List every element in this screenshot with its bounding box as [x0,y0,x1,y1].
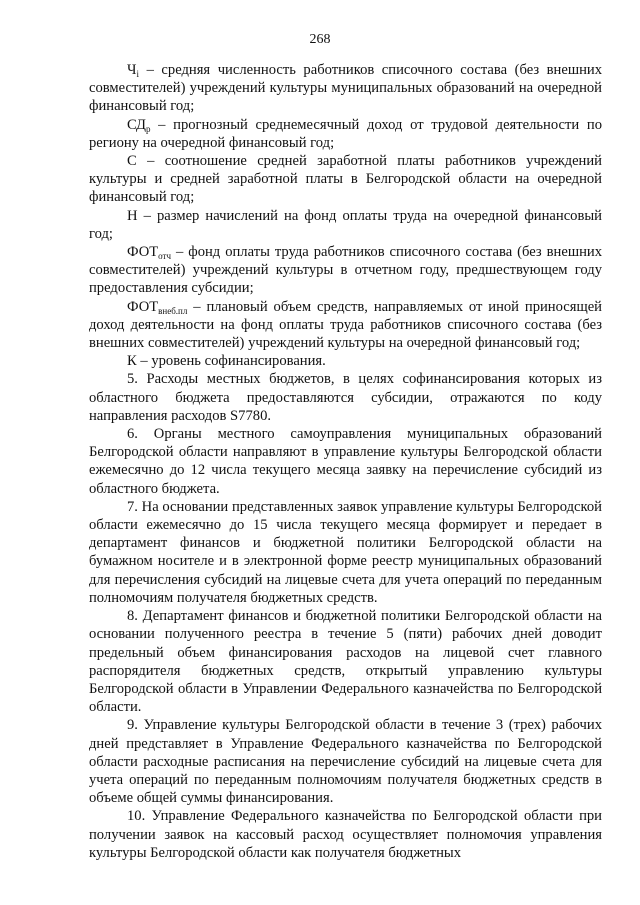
paragraph-c-definition: С – соотношение средней заработной платы работников учреждений культуры и средней заработной платы в Белгородской области на очередной финансовый год; [89,153,602,206]
paragraph-sd-definition: $СД_р$ – прогнозный среднемесячный доход от трудовой деятельности по региону на очередной финансовый год; [89,116,602,151]
paragraph-item-6: 6. Органы местного самоуправления муниципальных образований Белгородской области направляют в управление культуры Белгородской области ежемесячно до 12 числа текущего месяца заявку на перечисление субсидий из областного бюджета. [89,426,602,497]
paragraph-item-10: 10. Управление Федерального казначейства по Белгородской области при получении заявок на кассовый расход осуществляет полномочия управления культуры Белгородской области как получателя бюджетных [89,808,602,861]
page-number: 268 [309,32,331,47]
paragraph-k-definition: К – уровень софинансирования. [127,353,326,370]
paragraph-item-7: 7. На основании представленных заявок управление культуры Белгородской области ежемесячно до 15 числа текущего месяца формирует и передает в департамент финансов и бюджетной политики Белгородской области на бумажном носителе и в электронной форме реестр муниципальных образований для перечисления субсидий на лицевые счета для учета операций по переданным полномочиям получателя бюджетных средств. [89,498,602,606]
paragraph-fot-otch-definition: $ФОТ_{отч}$ – фонд оплаты труда работников списочного состава (без внешних совместителей) учреждений культуры в отчетном году, предшествующем году предоставления субсидии; [89,244,602,297]
paragraph-item-9: 9. Управление культуры Белгородской области в течение 3 (трех) рабочих дней представляет в Управление Федерального казначейства по Белгородской области расходные расписания на перечисление субсидий на лицевые счета для учета операций по переданным полномочиям получателя бюджетных средств в объеме общей суммы финансирования. [89,717,602,807]
paragraph-fot-vneb-definition: $ФОТ_{внеб.пл}$ – плановый объем средств, направляемых от иной приносящей доход деятельности на фонд оплаты труда работников списочного состава (без внешних совместителей) учреждений культуры на очередной финансовый год; [89,298,602,352]
paragraph-item-5: 5. Расходы местных бюджетов, в целях софинансирования которых из областного бюджета предоставляются субсидии, отражаются по коду направления расходов S7780. [89,371,602,424]
paragraph-n-definition: Н – размер начислений на фонд оплаты труда на очередной финансовый год; [89,207,602,242]
document-body [89,61,602,862]
paragraph-chi-definition: $Ч_i$ – средняя численность работников списочного состава (без внешних совместителей) учреждений культуры муниципальных образований на очередной финансовый год; [89,62,602,115]
paragraph-item-8: 8. Департамент финансов и бюджетной политики Белгородской области на основании полученного реестра в течение 5 (пяти) рабочих дней доводит предельный объем финансирования расходов на лицевой счет главного распорядителя бюджетных средств, открытый управлению культуры Белгородской области в Управлении Федерального казначейства по Белгородской области. [89,608,602,716]
